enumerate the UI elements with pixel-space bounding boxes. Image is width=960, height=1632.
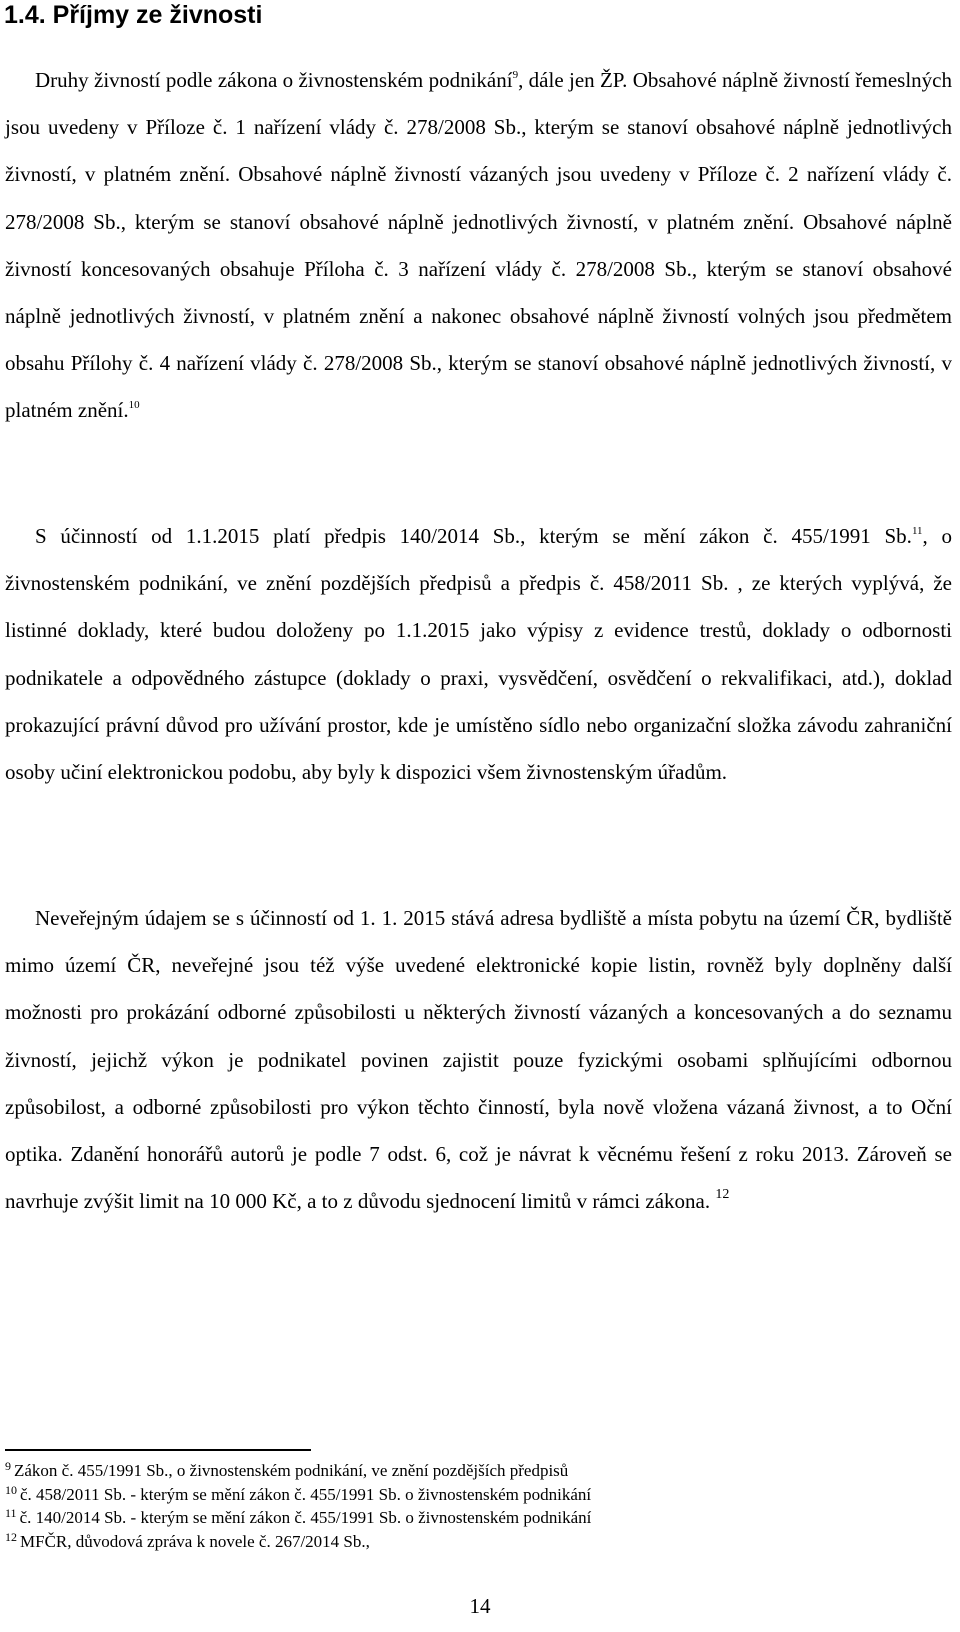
paragraph-nonpublic-data: [5, 895, 952, 1225]
footnote-item: [5, 1459, 952, 1483]
footnote-text: MFČR, důvodová zpráva k novele č. 267/2014 Sb.,: [20, 1531, 370, 1551]
paragraph-effective-regulation: [5, 513, 952, 796]
footnote-separator: [5, 1449, 311, 1451]
footnote-number: 10: [5, 1482, 17, 1497]
paragraph-trade-types: [5, 57, 952, 435]
footnote-number: 11: [5, 1506, 17, 1520]
footnote-item: [5, 1530, 952, 1554]
footnotes: [5, 1459, 952, 1553]
footnote-number: 9: [5, 1459, 11, 1473]
paragraph-text: Neveřejným údajem se s účinností od 1. 1. 2015 stává adresa bydliště a místa pobytu na území ČR, bydliště mimo území ČR, neveřejné jsou též výše uvedené elektronické kopie listin, rovněž byly doplněny další možnosti pro prokázání odborné způsobilosti u některých živností vázaných a koncesovaných a do seznamu živností, jejichž výkon je podnikatel povinen zajistit pouze fyzickými osobami splňujícími odbornou způsobilost, a odborné způsobilosti pro výkon těchto činností, byla nově vložena vázaná živnost, a to Oční optika. Zdanění honorářů autorů je podle 7 odst. 6, což je návrat k věcnému řešení z roku 2013. Zároveň se navrhuje zvýšit limit na 10 000 Kč, a to z důvodu sjednocení limitů v rámci zákona.: [5, 906, 952, 1214]
footnote-text: č. 140/2014 Sb. - kterým se mění zákon č. 455/1991 Sb. o živnostenském podnikání: [19, 1508, 592, 1527]
paragraph-text: Druhy živností podle zákona o živnostenském podnikání: [35, 68, 513, 92]
page-number: 14: [469, 1594, 491, 1618]
footnote-item: [5, 1506, 952, 1530]
footnote-reference[interactable]: 12: [715, 1187, 730, 1203]
section-heading: 1.4. Příjmy ze živnosti: [4, 1, 263, 29]
footnote-number: 12: [5, 1529, 17, 1544]
paragraph-text: , o živnostenském podnikání, ve znění pozdějších předpisů a předpis č. 458/2011 Sb. , ze kterých vyplývá, že listinné doklady, které budou doloženy po 1.1.2015 jako výpisy z evidence trestů, doklady o odbornosti podnikatele a odpovědného zástupce (doklady o praxi, vysvědčení, osvědčení o rekvalifikaci, atd.), doklad prokazující právní důvod pro užívání prostor, kde je umístěno sídlo nebo organizační složka závodu zahraniční osoby učiní elektronickou podobu, aby byly k dispozici všem živnostenským úřadům.: [5, 524, 953, 785]
paragraph-text: , dále jen ŽP. Obsahové náplně živností řemeslných jsou uvedeny v Příloze č. 1 nařízení vlády č. 278/2008 Sb., kterým se stanoví obsahové náplně jednotlivých živností, v platném znění. Obsahové náplně živností vázaných jsou uvedeny v Příloze č. 2 nařízení vlády č. 278/2008 Sb., kterým se stanoví obsahové náplně jednotlivých živností, v platném znění. Obsahové náplně živností koncesovaných obsahuje Příloha č. 3 nařízení vlády č. 278/2008 Sb., kterým se stanoví obsahové náplně jednotlivých živností, v platném znění a nakonec obsahové náplně živností volných jsou předmětem obsahu Přílohy č. 4 nařízení vlády č. 278/2008 Sb., kterým se stanoví obsahové náplně jednotlivých živností, v platném znění.: [5, 68, 953, 423]
footnote-reference[interactable]: 9: [512, 69, 519, 81]
footnote-text: č. 458/2011 Sb. - kterým se mění zákon č. 455/1991 Sb. o živnostenském podnikání: [20, 1484, 592, 1504]
footnote-text: Zákon č. 455/1991 Sb., o živnostenském podnikání, ve znění pozdějších předpisů: [14, 1461, 569, 1480]
paragraph-text: S účinností od 1.1.2015 platí předpis 140/2014 Sb., kterým se mění zákon č. 455/1991 Sb.: [35, 524, 912, 548]
footnote-reference[interactable]: 10: [128, 399, 140, 412]
footnote-reference[interactable]: 11: [911, 525, 923, 537]
footnote-item: [5, 1483, 952, 1507]
